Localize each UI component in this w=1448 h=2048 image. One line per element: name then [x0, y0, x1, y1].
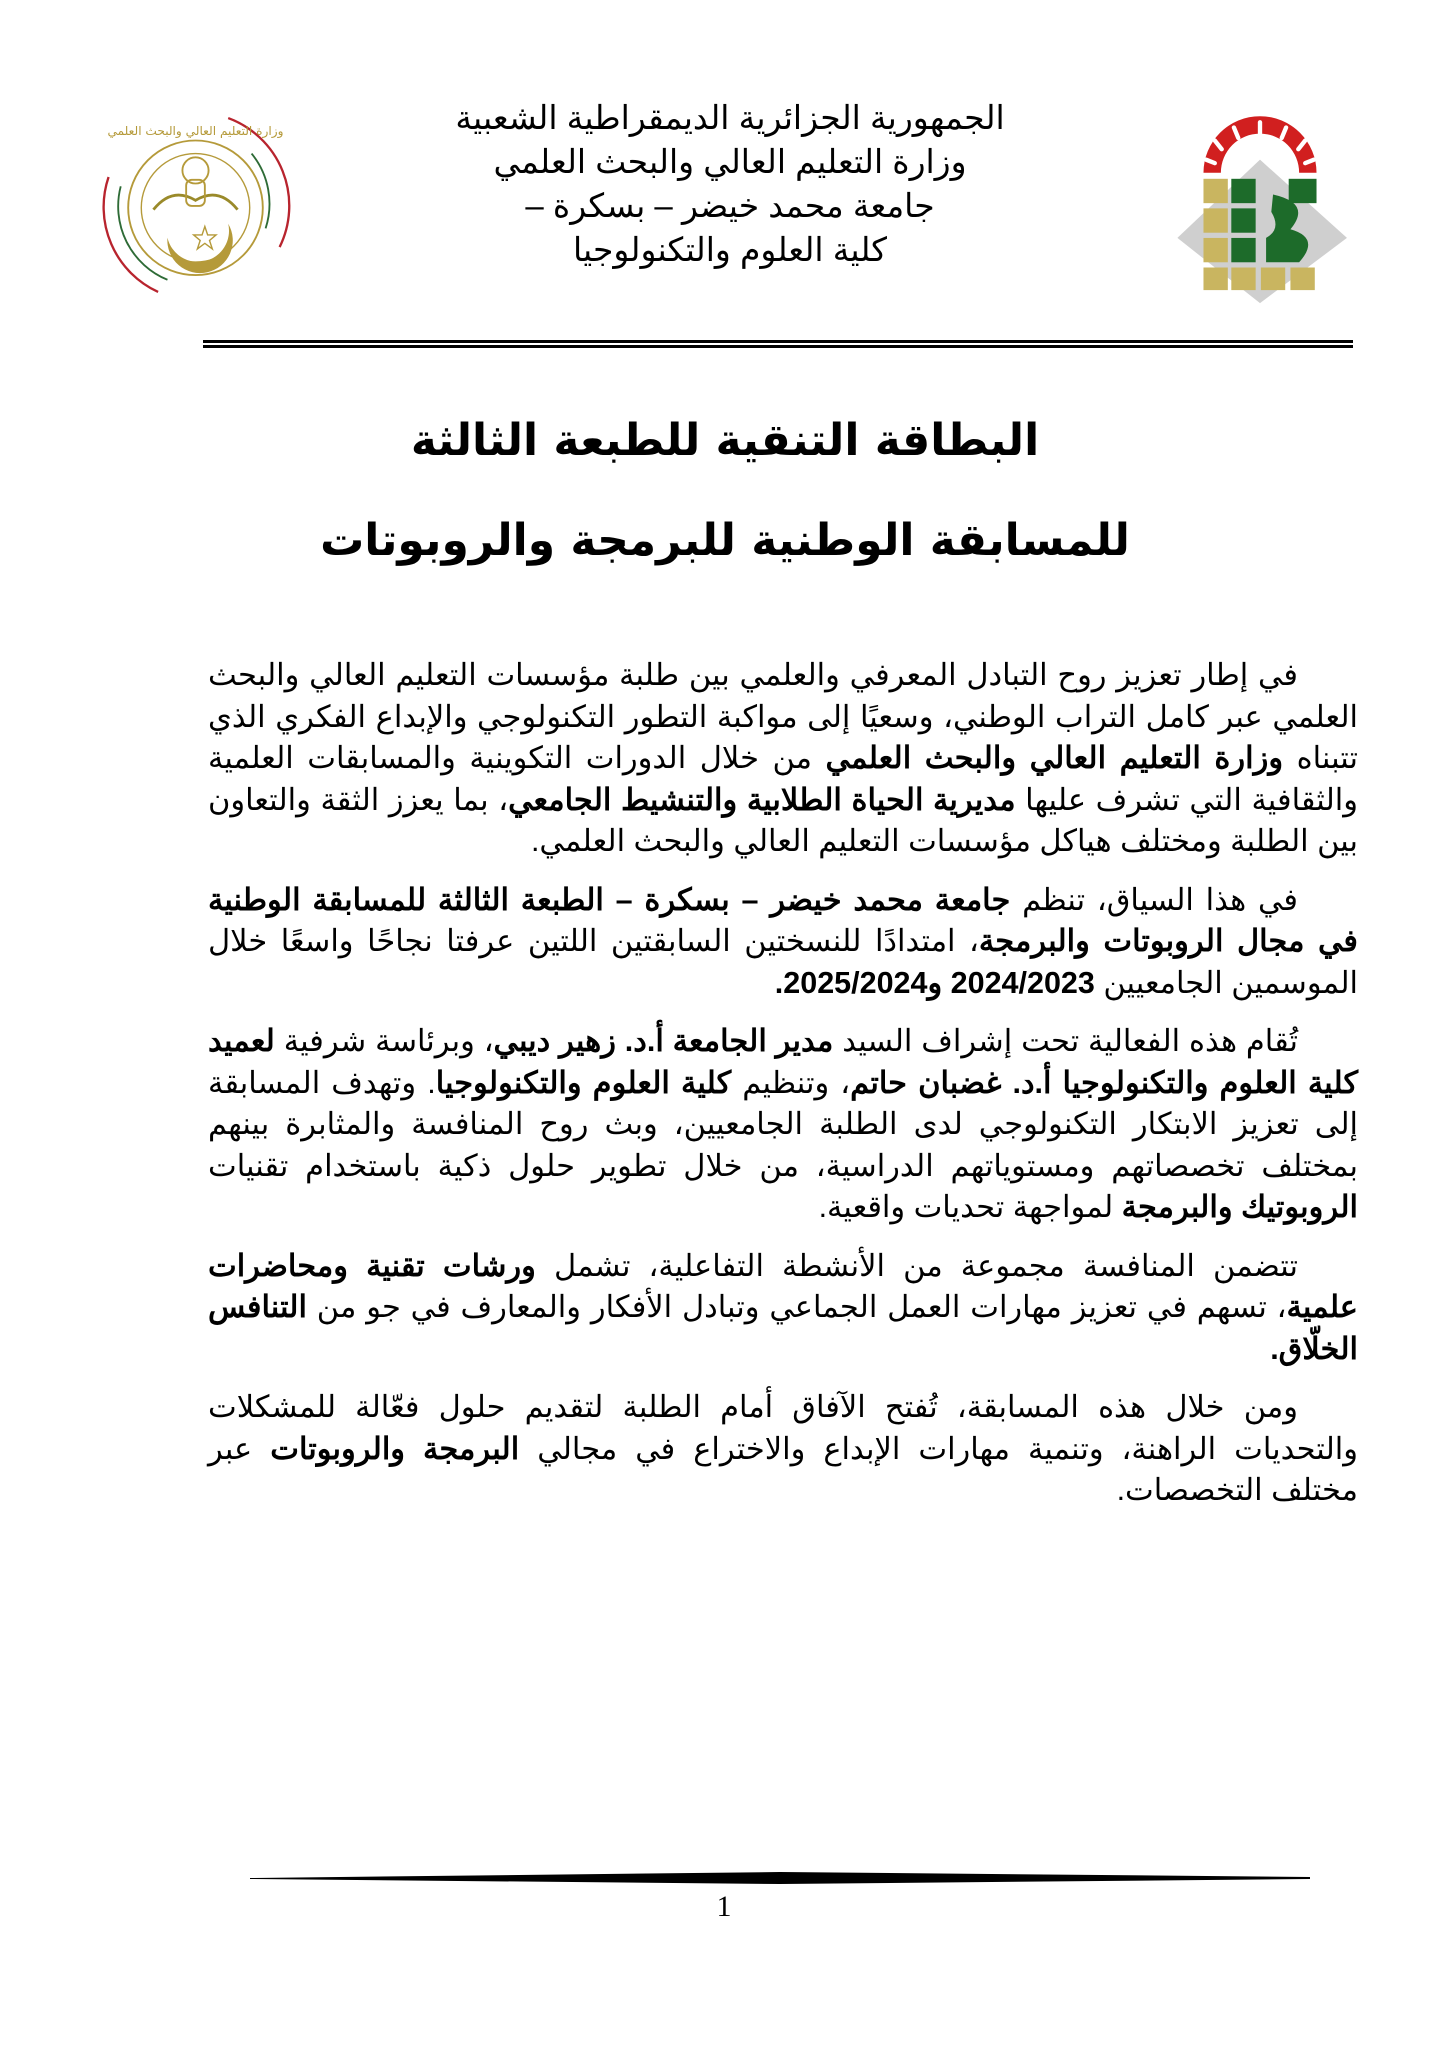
- header-line-ministry: وزارة التعليم العالي والبحث العلمي: [493, 143, 967, 180]
- paragraph-organization: في هذا السياق، تنظم جامعة محمد خيضر – بسكرة – الطبعة الثالثة للمسابقة الوطنية في مجال الروبوتات والبرمجة، امتدادًا للنسختين السابقتين اللتين عرفتا نجاحًا واسعًا خلال الموسمين الجامعيين 2024/2023 و2025/2024.: [208, 882, 1358, 1000]
- header-divider: [203, 340, 1353, 348]
- paragraph-activities: تتضمن المنافسة مجموعة من الأنشطة التفاعلية، تشمل ورشات تقنية ومحاضرات علمية، تسهم في تعزيز مهارات العمل الجماعي وتبادل الأفكار والمعارف في جو من التنافس الخلّاق.: [208, 1248, 1358, 1366]
- paragraph-context: في إطار تعزيز روح التبادل المعرفي والعلمي بين طلبة مؤسسات التعليم العالي والبحث العلمي عبر كامل التراب الوطني، وسعيًا إلى مواكبة التطور التكنولوجي والإبداع الفكري الذي تتبناه وزارة التعليم العالي والبحث العلمي من خلال الدورات التكوينية والمسابقات العلمية والثقافية التي تشرف عليها مديرية الحياة الطلابية والتنشيط الجامعي، بما يعزز الثقة والتعاون بين الطلبة ومختلف هياكل مؤسسات التعليم العالي والبحث العلمي.: [208, 658, 1358, 858]
- svg-text:وزارة التعليم العالي والبحث ال: وزارة التعليم العالي والبحث العلمي: [107, 123, 284, 138]
- university-logo: [1160, 100, 1360, 315]
- paragraph-supervision: تُقام هذه الفعالية تحت إشراف السيد مدير الجامعة أ.د. زهير ديبي، وبرئاسة شرفية لعميد كلية العلوم والتكنولوجيا أ.د. غضبان حاتم، وتنظيم كلية العلوم والتكنولوجيا. وتهدف المسابقة إلى تعزيز الابتكار التكنولوجي لدى الطلبة الجامعيين، وبث روح المنافسة والمثابرة بينهم بمختلف تخصصاتهم ومستوياتهم الدراسية، من خلال تطوير حلول ذكية باستخدام تقنيات الروبوتيك والبرمجة لمواجهة تحديات واقعية.: [208, 1024, 1358, 1224]
- ministry-seal-logo: [88, 95, 303, 315]
- header-line-university: جامعة محمد خيضر – بسكرة –: [525, 187, 935, 224]
- paragraph-outcomes: ومن خلال هذه المسابقة، تُفتح الآفاق أمام الطلبة لتقديم حلول فعّالة للمشكلات والتحديات الراهنة، وتنمية مهارات الإبداع والاختراع في مجالي البرمجة والروبوتات عبر مختلف التخصصات.: [208, 1390, 1358, 1507]
- university-emblem-icon: [1160, 100, 1360, 315]
- document-body: [208, 655, 1358, 1529]
- header-line-faculty: كلية العلوم والتكنولوجيا: [572, 231, 888, 268]
- page-number: 1: [716, 1890, 732, 1923]
- header-line-republic: الجمهورية الجزائرية الديمقراطية الشعبية: [455, 99, 1005, 136]
- footer-divider: [250, 1870, 1310, 1884]
- document-title-line2: للمسابقة الوطنية للبرمجة والروبوتات: [320, 515, 1130, 566]
- seal-icon: [88, 95, 303, 315]
- institution-header: [400, 96, 1060, 272]
- document-title-line1: البطاقة التنقية للطبعة الثالثة: [410, 415, 1040, 466]
